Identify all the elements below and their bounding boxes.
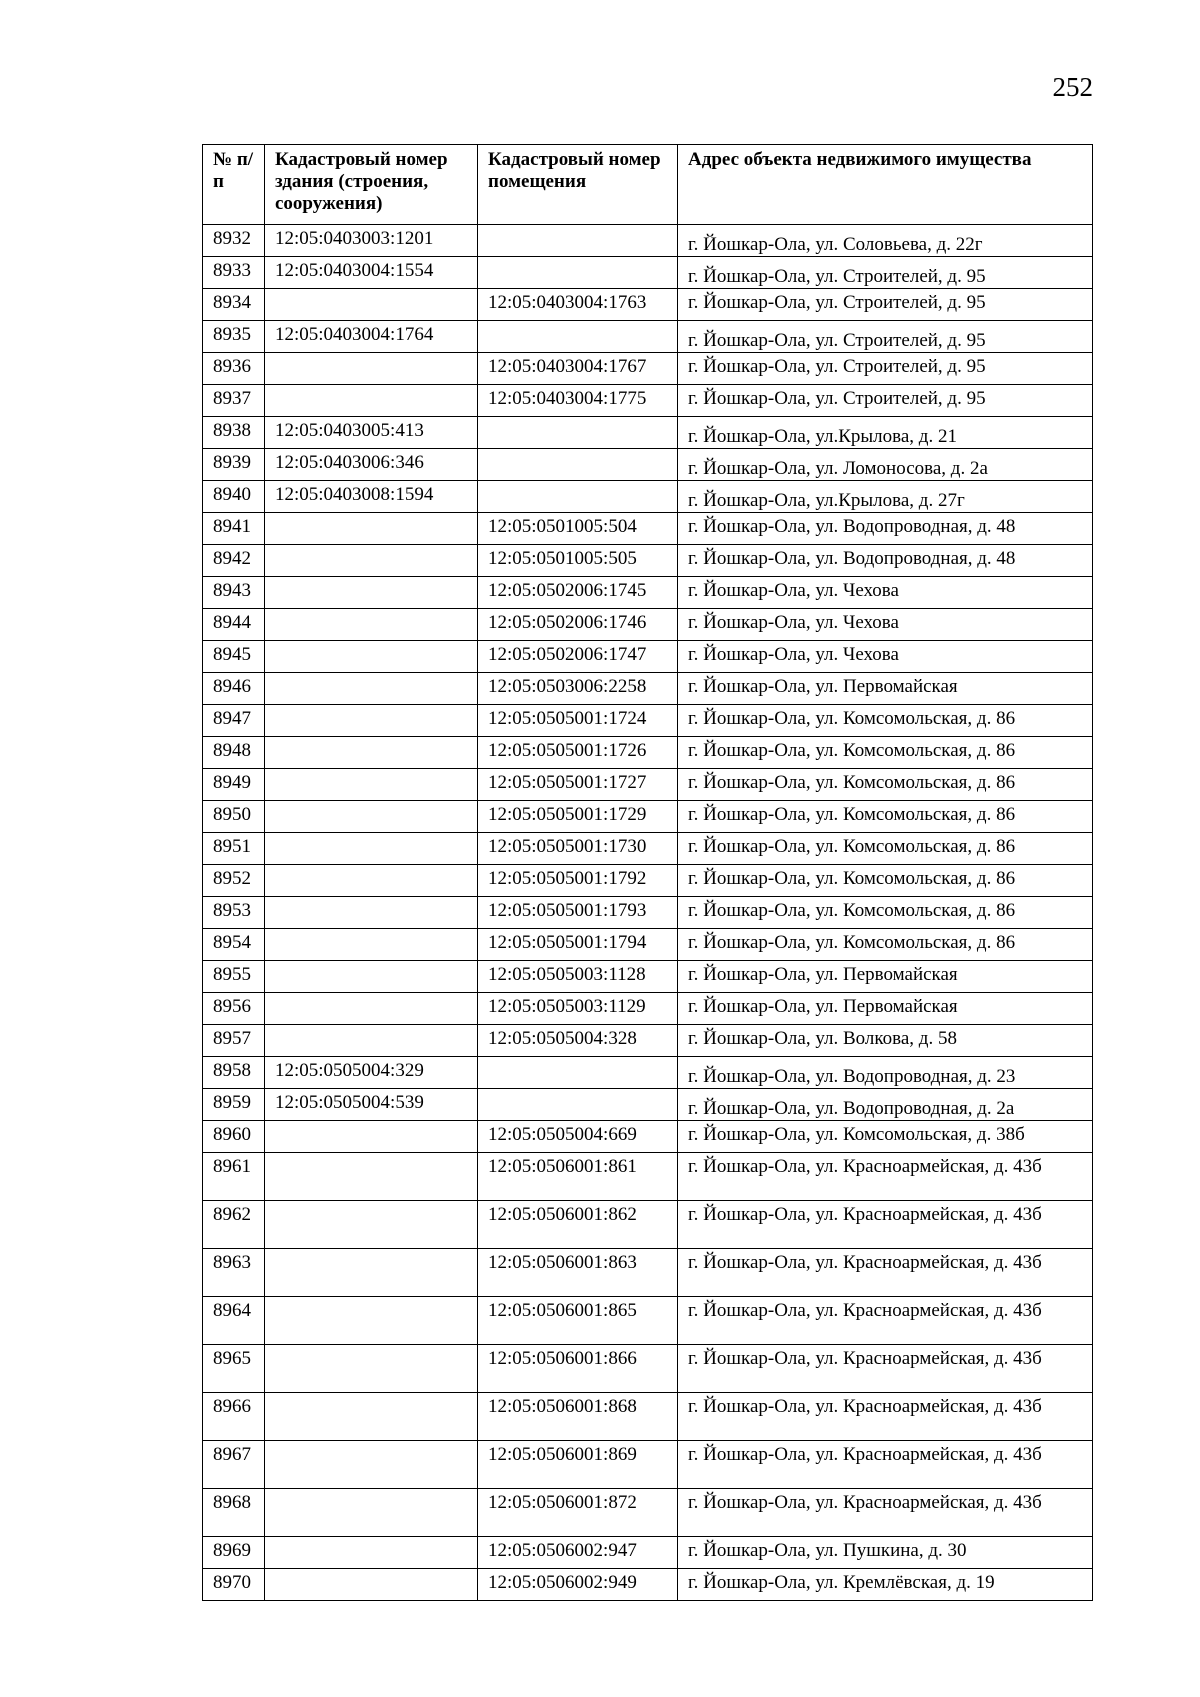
cell-row-number: 8961 (203, 1153, 265, 1201)
cell-building-cadastral (265, 577, 478, 609)
cell-room-cadastral: 12:05:0502006:1747 (478, 641, 678, 673)
cell-building-cadastral: 12:05:0403008:1594 (265, 481, 478, 513)
cell-row-number: 8959 (203, 1089, 265, 1121)
cell-address: г. Йошкар-Ола, ул. Красноармейская, д. 43б (678, 1249, 1093, 1297)
cell-building-cadastral (265, 865, 478, 897)
cell-room-cadastral (478, 449, 678, 481)
table-row (203, 1249, 1093, 1297)
cell-building-cadastral: 12:05:0403005:413 (265, 417, 478, 449)
cell-row-number: 8960 (203, 1121, 265, 1153)
cell-room-cadastral: 12:05:0505001:1729 (478, 801, 678, 833)
cell-room-cadastral: 12:05:0505004:328 (478, 1025, 678, 1057)
cell-row-number: 8967 (203, 1441, 265, 1489)
table-row (203, 1441, 1093, 1489)
cell-room-cadastral: 12:05:0505001:1793 (478, 897, 678, 929)
cell-building-cadastral (265, 673, 478, 705)
table-row (203, 577, 1093, 609)
cell-address: г. Йошкар-Ола, ул. Комсомольская, д. 86 (678, 769, 1093, 801)
cell-address: г. Йошкар-Ола, ул. Строителей, д. 95 (678, 289, 1093, 321)
cell-address: г. Йошкар-Ола, ул. Волкова, д. 58 (678, 1025, 1093, 1057)
cell-address: г. Йошкар-Ола, ул. Комсомольская, д. 86 (678, 865, 1093, 897)
cell-building-cadastral (265, 513, 478, 545)
cell-row-number: 8954 (203, 929, 265, 961)
cell-room-cadastral: 12:05:0505003:1129 (478, 993, 678, 1025)
cell-row-number: 8947 (203, 705, 265, 737)
table-row (203, 737, 1093, 769)
cell-building-cadastral (265, 1345, 478, 1393)
cell-building-cadastral (265, 545, 478, 577)
table-row (203, 641, 1093, 673)
cell-building-cadastral (265, 769, 478, 801)
cell-building-cadastral (265, 289, 478, 321)
cell-address: г. Йошкар-Ола, ул. Красноармейская, д. 43б (678, 1345, 1093, 1393)
cell-row-number: 8936 (203, 353, 265, 385)
cell-row-number: 8955 (203, 961, 265, 993)
cell-row-number: 8957 (203, 1025, 265, 1057)
cell-building-cadastral (265, 1489, 478, 1537)
cell-building-cadastral (265, 1441, 478, 1489)
cell-room-cadastral: 12:05:0506001:866 (478, 1345, 678, 1393)
page-number: 252 (1052, 72, 1093, 102)
property-registry-table (202, 144, 1093, 1601)
table-row (203, 1025, 1093, 1057)
cell-building-cadastral (265, 641, 478, 673)
cell-building-cadastral: 12:05:0403006:346 (265, 449, 478, 481)
cell-address: г. Йошкар-Ола, ул. Строителей, д. 95 (678, 321, 1093, 353)
table-row (203, 609, 1093, 641)
cell-address: г. Йошкар-Ола, ул. Кремлёвская, д. 19 (678, 1569, 1093, 1601)
cell-row-number: 8935 (203, 321, 265, 353)
table-row (203, 481, 1093, 513)
cell-row-number: 8944 (203, 609, 265, 641)
cell-building-cadastral (265, 833, 478, 865)
cell-room-cadastral: 12:05:0506001:869 (478, 1441, 678, 1489)
cell-room-cadastral (478, 225, 678, 257)
cell-address: г. Йошкар-Ола, ул. Комсомольская, д. 86 (678, 801, 1093, 833)
cell-address: г. Йошкар-Ола, ул. Комсомольская, д. 38б (678, 1121, 1093, 1153)
cell-room-cadastral: 12:05:0502006:1745 (478, 577, 678, 609)
table-row (203, 673, 1093, 705)
cell-room-cadastral (478, 1089, 678, 1121)
cell-address: г. Йошкар-Ола, ул. Первомайская (678, 673, 1093, 705)
cell-building-cadastral (265, 993, 478, 1025)
cell-building-cadastral (265, 1121, 478, 1153)
cell-address: г. Йошкар-Ола, ул. Водопроводная, д. 2а (678, 1089, 1093, 1121)
cell-address: г. Йошкар-Ола, ул. Первомайская (678, 961, 1093, 993)
cell-building-cadastral (265, 1393, 478, 1441)
cell-address: г. Йошкар-Ола, ул. Строителей, д. 95 (678, 353, 1093, 385)
table-row (203, 1345, 1093, 1393)
cell-room-cadastral: 12:05:0505001:1794 (478, 929, 678, 961)
cell-building-cadastral (265, 1153, 478, 1201)
cell-room-cadastral: 12:05:0501005:504 (478, 513, 678, 545)
cell-room-cadastral: 12:05:0502006:1746 (478, 609, 678, 641)
cell-building-cadastral: 12:05:0403004:1554 (265, 257, 478, 289)
cell-row-number: 8940 (203, 481, 265, 513)
cell-address: г. Йошкар-Ола, ул.Крылова, д. 27г (678, 481, 1093, 513)
cell-address: г. Йошкар-Ола, ул. Красноармейская, д. 43б (678, 1393, 1093, 1441)
cell-room-cadastral (478, 1057, 678, 1089)
cell-building-cadastral (265, 1249, 478, 1297)
table-row (203, 1121, 1093, 1153)
cell-row-number: 8968 (203, 1489, 265, 1537)
cell-room-cadastral: 12:05:0503006:2258 (478, 673, 678, 705)
cell-room-cadastral (478, 257, 678, 289)
table-row (203, 833, 1093, 865)
cell-room-cadastral: 12:05:0403004:1775 (478, 385, 678, 417)
header-building-cadastral: Кадастровый номер здания (строения, сооружения) (265, 145, 478, 225)
cell-row-number: 8941 (203, 513, 265, 545)
table-row (203, 961, 1093, 993)
cell-room-cadastral (478, 417, 678, 449)
cell-room-cadastral: 12:05:0403004:1763 (478, 289, 678, 321)
cell-row-number: 8963 (203, 1249, 265, 1297)
cell-building-cadastral (265, 1201, 478, 1249)
table-row (203, 513, 1093, 545)
cell-address: г. Йошкар-Ола, ул. Ломоносова, д. 2а (678, 449, 1093, 481)
cell-address: г. Йошкар-Ола, ул. Чехова (678, 609, 1093, 641)
cell-building-cadastral (265, 929, 478, 961)
table-header-row (203, 145, 1093, 225)
cell-row-number: 8938 (203, 417, 265, 449)
cell-building-cadastral (265, 897, 478, 929)
table-row (203, 1489, 1093, 1537)
cell-address: г. Йошкар-Ола, ул. Первомайская (678, 993, 1093, 1025)
cell-building-cadastral (265, 1569, 478, 1601)
cell-address: г. Йошкар-Ола, ул. Комсомольская, д. 86 (678, 929, 1093, 961)
cell-room-cadastral: 12:05:0506001:865 (478, 1297, 678, 1345)
cell-room-cadastral: 12:05:0505001:1792 (478, 865, 678, 897)
cell-address: г. Йошкар-Ола, ул. Комсомольская, д. 86 (678, 897, 1093, 929)
cell-room-cadastral: 12:05:0505003:1128 (478, 961, 678, 993)
cell-address: г. Йошкар-Ола, ул.Крылова, д. 21 (678, 417, 1093, 449)
cell-room-cadastral (478, 481, 678, 513)
cell-room-cadastral: 12:05:0506001:862 (478, 1201, 678, 1249)
cell-address: г. Йошкар-Ола, ул. Комсомольская, д. 86 (678, 737, 1093, 769)
table-row (203, 993, 1093, 1025)
cell-row-number: 8952 (203, 865, 265, 897)
cell-room-cadastral: 12:05:0506001:872 (478, 1489, 678, 1537)
cell-row-number: 8937 (203, 385, 265, 417)
cell-room-cadastral: 12:05:0505001:1726 (478, 737, 678, 769)
header-room-cadastral: Кадастровый номер помещения (478, 145, 678, 225)
cell-building-cadastral: 12:05:0403004:1764 (265, 321, 478, 353)
cell-address: г. Йошкар-Ола, ул. Строителей, д. 95 (678, 385, 1093, 417)
cell-room-cadastral: 12:05:0505004:669 (478, 1121, 678, 1153)
cell-row-number: 8934 (203, 289, 265, 321)
table-body (203, 225, 1093, 1601)
table-row (203, 545, 1093, 577)
cell-row-number: 8965 (203, 1345, 265, 1393)
header-row-number: № п/п (203, 145, 265, 225)
cell-address: г. Йошкар-Ола, ул. Красноармейская, д. 43б (678, 1489, 1093, 1537)
cell-building-cadastral: 12:05:0505004:329 (265, 1057, 478, 1089)
cell-building-cadastral (265, 1537, 478, 1569)
cell-building-cadastral (265, 353, 478, 385)
cell-row-number: 8969 (203, 1537, 265, 1569)
cell-room-cadastral: 12:05:0505001:1730 (478, 833, 678, 865)
cell-row-number: 8950 (203, 801, 265, 833)
cell-row-number: 8942 (203, 545, 265, 577)
cell-room-cadastral: 12:05:0505001:1727 (478, 769, 678, 801)
cell-row-number: 8932 (203, 225, 265, 257)
table-row (203, 417, 1093, 449)
cell-address: г. Йошкар-Ола, ул. Чехова (678, 641, 1093, 673)
cell-address: г. Йошкар-Ола, ул. Комсомольская, д. 86 (678, 833, 1093, 865)
cell-address: г. Йошкар-Ола, ул. Водопроводная, д. 48 (678, 513, 1093, 545)
cell-row-number: 8964 (203, 1297, 265, 1345)
table-row (203, 449, 1093, 481)
cell-row-number: 8953 (203, 897, 265, 929)
cell-row-number: 8966 (203, 1393, 265, 1441)
table-row (203, 897, 1093, 929)
cell-address: г. Йошкар-Ола, ул. Чехова (678, 577, 1093, 609)
table-row (203, 1537, 1093, 1569)
cell-address: г. Йошкар-Ола, ул. Водопроводная, д. 23 (678, 1057, 1093, 1089)
cell-building-cadastral (265, 1025, 478, 1057)
cell-building-cadastral (265, 609, 478, 641)
cell-address: г. Йошкар-Ола, ул. Комсомольская, д. 86 (678, 705, 1093, 737)
cell-row-number: 8970 (203, 1569, 265, 1601)
cell-room-cadastral: 12:05:0506001:868 (478, 1393, 678, 1441)
cell-room-cadastral: 12:05:0506001:861 (478, 1153, 678, 1201)
cell-building-cadastral (265, 801, 478, 833)
cell-building-cadastral (265, 961, 478, 993)
cell-address: г. Йошкар-Ола, ул. Пушкина, д. 30 (678, 1537, 1093, 1569)
table-row (203, 321, 1093, 353)
table-row (203, 385, 1093, 417)
cell-address: г. Йошкар-Ола, ул. Красноармейская, д. 43б (678, 1297, 1093, 1345)
cell-row-number: 8958 (203, 1057, 265, 1089)
table-row (203, 929, 1093, 961)
cell-row-number: 8951 (203, 833, 265, 865)
cell-room-cadastral: 12:05:0506002:947 (478, 1537, 678, 1569)
table-row (203, 1089, 1093, 1121)
cell-row-number: 8962 (203, 1201, 265, 1249)
cell-building-cadastral (265, 385, 478, 417)
cell-row-number: 8945 (203, 641, 265, 673)
cell-room-cadastral: 12:05:0506002:949 (478, 1569, 678, 1601)
table-row (203, 1297, 1093, 1345)
table-row (203, 1153, 1093, 1201)
cell-row-number: 8956 (203, 993, 265, 1025)
table-row (203, 865, 1093, 897)
cell-address: г. Йошкар-Ола, ул. Красноармейская, д. 43б (678, 1153, 1093, 1201)
cell-address: г. Йошкар-Ола, ул. Соловьева, д. 22г (678, 225, 1093, 257)
cell-room-cadastral (478, 321, 678, 353)
cell-room-cadastral: 12:05:0505001:1724 (478, 705, 678, 737)
table-row (203, 1201, 1093, 1249)
table-row (203, 705, 1093, 737)
table-row (203, 769, 1093, 801)
table-row (203, 289, 1093, 321)
cell-building-cadastral (265, 705, 478, 737)
cell-row-number: 8949 (203, 769, 265, 801)
cell-row-number: 8946 (203, 673, 265, 705)
table-row (203, 1393, 1093, 1441)
table-row (203, 801, 1093, 833)
cell-row-number: 8939 (203, 449, 265, 481)
cell-address: г. Йошкар-Ола, ул. Красноармейская, д. 43б (678, 1441, 1093, 1489)
cell-building-cadastral: 12:05:0403003:1201 (265, 225, 478, 257)
cell-building-cadastral (265, 1297, 478, 1345)
cell-row-number: 8933 (203, 257, 265, 289)
cell-building-cadastral (265, 737, 478, 769)
cell-room-cadastral: 12:05:0506001:863 (478, 1249, 678, 1297)
cell-row-number: 8948 (203, 737, 265, 769)
table-row (203, 225, 1093, 257)
cell-address: г. Йошкар-Ола, ул. Красноармейская, д. 43б (678, 1201, 1093, 1249)
cell-building-cadastral: 12:05:0505004:539 (265, 1089, 478, 1121)
table-row (203, 1569, 1093, 1601)
cell-address: г. Йошкар-Ола, ул. Водопроводная, д. 48 (678, 545, 1093, 577)
cell-room-cadastral: 12:05:0403004:1767 (478, 353, 678, 385)
cell-address: г. Йошкар-Ола, ул. Строителей, д. 95 (678, 257, 1093, 289)
cell-row-number: 8943 (203, 577, 265, 609)
table-row (203, 353, 1093, 385)
cell-room-cadastral: 12:05:0501005:505 (478, 545, 678, 577)
header-address: Адрес объекта недвижимого имущества (678, 145, 1093, 225)
table-row (203, 257, 1093, 289)
table-row (203, 1057, 1093, 1089)
